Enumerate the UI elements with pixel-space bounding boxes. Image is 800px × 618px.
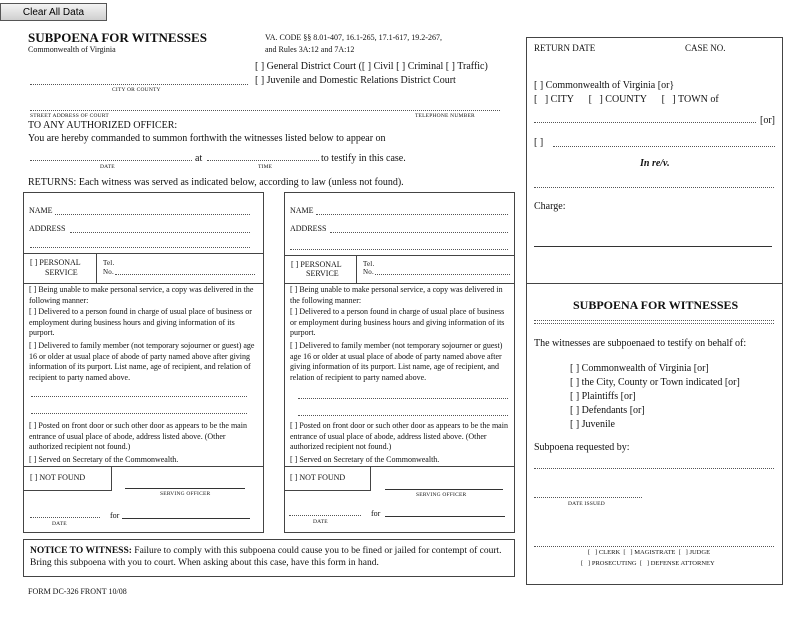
recipient-field-2[interactable] <box>31 413 247 414</box>
officer-heading: TO ANY AUTHORIZED OFFICER: <box>28 120 178 131</box>
behalf-option-commonwealth[interactable]: [ ] Commonwealth of Virginia [or] <box>570 363 709 374</box>
personal-service-checkbox[interactable]: [ ] PERSONAL <box>291 260 342 269</box>
not-found-checkbox[interactable]: [ ] NOT FOUND <box>30 473 86 482</box>
tel-label: Tel. <box>363 260 375 268</box>
for-label: for <box>110 511 120 520</box>
va-code-line1: VA. CODE §§ 8.01-407, 16.1-265, 17.1-617, 19.2-267, <box>265 33 442 42</box>
in-re-label: In re/v. <box>640 158 670 169</box>
witness-address-field[interactable] <box>70 232 250 233</box>
recipient-field-2[interactable] <box>298 415 508 416</box>
return-date-heading: RETURN DATE <box>534 43 596 53</box>
requested-by-label: Subpoena requested by: <box>534 442 630 453</box>
notice-to-witness <box>30 545 508 569</box>
divider <box>526 283 783 284</box>
form-title: SUBPOENA FOR WITNESSES <box>28 30 207 45</box>
return-date-label: DATE <box>52 521 67 527</box>
dotted-rule <box>534 320 774 321</box>
tel-number-field[interactable] <box>375 274 510 275</box>
party-name-field[interactable] <box>553 146 775 147</box>
return-date-field[interactable] <box>289 515 361 516</box>
right-panel-title: SUBPOENA FOR WITNESSES <box>573 298 739 312</box>
witness-address-label: ADDRESS <box>290 224 327 233</box>
not-found-checkbox[interactable]: [ ] NOT FOUND <box>290 473 346 482</box>
for-label: for <box>371 509 381 518</box>
witness-address-field-2[interactable] <box>30 247 250 248</box>
court-type-line2[interactable]: [ ] Juvenile and Domestic Relations District Court <box>255 75 456 86</box>
personal-service-checkbox[interactable]: [ ] PERSONAL <box>30 258 81 267</box>
personal-service-label: SERVICE <box>306 269 339 278</box>
for-field[interactable] <box>122 518 250 519</box>
or-label: [or] <box>760 115 775 126</box>
locality-name-field[interactable] <box>534 122 756 123</box>
va-code-line2: and Rules 3A:12 and 7A:12 <box>265 45 355 54</box>
secretary-checkbox[interactable]: [ ] Served on Secretary of the Commonwealth. <box>290 455 440 464</box>
serving-officer-label: SERVING OFFICER <box>160 491 211 497</box>
behalf-options <box>570 362 740 432</box>
return-date-label: DATE <box>313 519 328 525</box>
witness-address-field[interactable] <box>330 232 508 233</box>
charge-field[interactable] <box>534 246 772 247</box>
family-delivery-checkbox[interactable]: [ ] Delivered to family member (not temporary sojourner or guest) age 16 or older at usual place of abode of party named above after giving information of its purport. List name, age of recipient, and relation of recipient to party named above. <box>290 341 503 382</box>
telephone-label: TELEPHONE NUMBER <box>415 113 475 119</box>
unable-service-checkbox[interactable]: [ ] Being unable to make personal service, a copy was delivered in the following manner: <box>29 285 254 305</box>
appear-date-field[interactable] <box>30 160 192 161</box>
notice-heading: NOTICE TO WITNESS: <box>30 546 132 556</box>
divider <box>96 253 97 283</box>
personal-service-label: SERVICE <box>45 268 78 277</box>
charge-label: Charge: <box>534 201 566 212</box>
defendant-name-field[interactable] <box>534 187 774 188</box>
return-date-field[interactable] <box>30 517 100 518</box>
behalf-option-locality[interactable]: [ ] the City, County or Town indicated [or] <box>570 377 740 388</box>
command-text: You are hereby commanded to summon forthwith the witnesses listed below to appear on <box>28 133 386 144</box>
street-address-label: STREET ADDRESS OF COURT <box>30 113 109 119</box>
time-label: TIME <box>258 164 273 170</box>
clear-all-data-button[interactable]: Clear All Data <box>0 3 107 21</box>
recipient-field[interactable] <box>298 398 508 399</box>
date-issued-field[interactable] <box>534 497 642 498</box>
divider <box>284 283 515 284</box>
signer-role-checkboxes[interactable]: [ ] CLERK [ ] MAGISTRATE [ ] JUDGE <box>588 549 711 556</box>
tel-number-field[interactable] <box>115 274 255 275</box>
unable-service-checkbox[interactable]: [ ] Being unable to make personal service, a copy was delivered in the following manner: <box>290 285 503 305</box>
date-label: DATE <box>100 164 115 170</box>
commonwealth-checkbox[interactable]: [ ] Commonwealth of Virginia [or} <box>534 80 675 91</box>
party-checkbox[interactable]: [ ] <box>534 137 544 148</box>
behalf-option-juvenile[interactable]: [ ] Juvenile <box>570 419 615 430</box>
for-field[interactable] <box>385 516 505 517</box>
witness-name-field[interactable] <box>55 214 250 215</box>
business-delivery-checkbox[interactable]: [ ] Delivered to a person found in charge of usual place of business or employment during business hours and giving information of its purport. <box>29 307 252 337</box>
witness-name-label: NAME <box>29 206 53 215</box>
appear-time-field[interactable] <box>207 160 319 161</box>
serving-officer-label: SERVING OFFICER <box>416 492 467 498</box>
divider <box>23 283 264 284</box>
behalf-option-defendants[interactable]: [ ] Defendants [or] <box>570 405 645 416</box>
testify-text: to testify in this case. <box>321 153 406 164</box>
city-county-label: CITY OR COUNTY <box>112 87 161 93</box>
court-type-line1[interactable]: [ ] General District Court ([ ] Civil [ ] Criminal [ ] Traffic) <box>255 61 488 72</box>
court-address-field[interactable] <box>30 110 500 111</box>
dotted-rule <box>534 323 774 324</box>
recipient-field[interactable] <box>31 396 247 397</box>
form-number: FORM DC-326 FRONT 10/08 <box>28 587 127 596</box>
returns-text: RETURNS: Each witness was served as indicated below, according to law (unless not found). <box>28 177 404 188</box>
witness-name-field[interactable] <box>316 214 508 215</box>
divider <box>356 255 357 283</box>
secretary-checkbox[interactable]: [ ] Served on Secretary of the Commonwealth. <box>29 455 179 464</box>
city-county-field[interactable] <box>30 84 248 85</box>
no-label: No. <box>363 268 374 276</box>
behalf-text: The witnesses are subpoenaed to testify on behalf of: <box>534 338 747 349</box>
tel-label: Tel. <box>103 259 115 267</box>
serving-officer-field[interactable] <box>125 488 245 489</box>
family-delivery-checkbox[interactable]: [ ] Delivered to family member (not temporary sojourner or guest) age 16 or older at usual place of abode of party named above after giving information of its purport. List name, age of recipient, and relation of recipient to party named above. <box>29 341 255 382</box>
business-delivery-checkbox[interactable]: [ ] Delivered to a person found in charge of usual place of business or employment during business hours and giving information of its purport. <box>290 307 505 337</box>
locality-checkboxes[interactable]: [ ] CITY [ ] COUNTY [ ] TOWN of <box>534 94 719 105</box>
posted-door-checkbox[interactable]: [ ] Posted on front door or such other door as appears to be the main entrance of usual place of abode, address listed above. (Other authorized recipient not found.) <box>29 421 247 451</box>
no-label: No. <box>103 268 114 276</box>
witness-address-label: ADDRESS <box>29 224 66 233</box>
signature-field[interactable] <box>534 546 774 547</box>
behalf-option-plaintiffs[interactable]: [ ] Plaintiffs [or] <box>570 391 636 402</box>
divider <box>284 255 515 256</box>
requested-by-field[interactable] <box>534 468 774 469</box>
attorney-role-checkboxes[interactable]: [ ] PROSECUTING [ ] DEFENSE ATTORNEY <box>581 560 715 567</box>
witness-address-field-2[interactable] <box>290 249 508 250</box>
date-issued-label: DATE ISSUED <box>568 501 605 507</box>
serving-officer-field[interactable] <box>385 489 503 490</box>
divider <box>23 253 264 254</box>
form-subtitle: Commonwealth of Virginia <box>28 45 116 54</box>
witness-name-label: NAME <box>290 206 314 215</box>
case-no-heading: CASE NO. <box>685 43 726 53</box>
posted-door-checkbox[interactable]: [ ] Posted on front door or such other door as appears to be the main entrance of usual place of abode, address listed above. (Other authorized recipient not found.) <box>290 421 508 451</box>
notice-text: Failure to comply with this subpoena could cause you to be fined or jailed for contempt of court. Bring this subpoena with you to court. When asking about this case, have this form in hand. <box>30 546 502 568</box>
at-text: at <box>195 153 203 164</box>
